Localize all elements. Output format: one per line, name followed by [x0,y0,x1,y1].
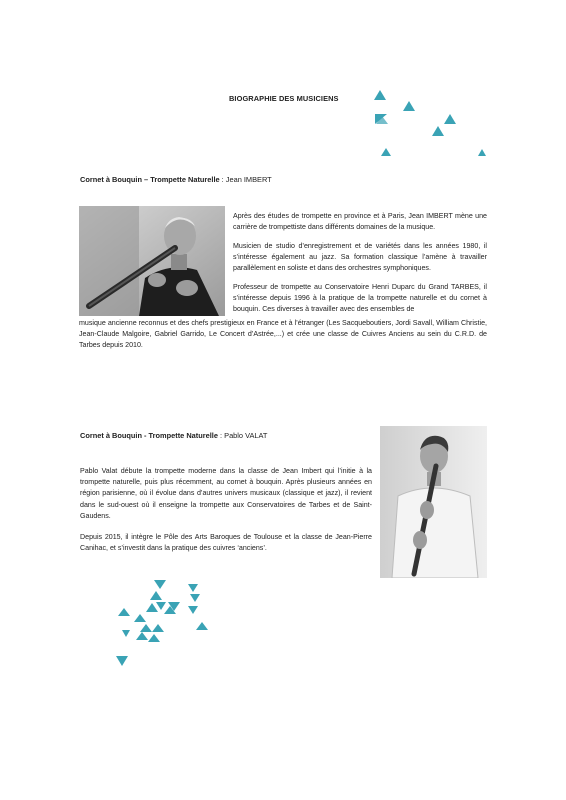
instrument-label: Cornet à Bouquin – Trompette Naturelle [80,175,220,184]
musician-name: Jean IMBERT [225,175,272,184]
bio-paragraph: Musicien de studio d’enregistrement et de variétés dans les années 1980, il s’intéresse également au jazz. Sa formation classique l’amène à travailler parallèlement en soliste et dans des orchestres symphoniques. [233,242,487,273]
bio-paragraph: Pablo Valat débute la trompette moderne dans la classe de Jean Imbert qui l’initie à la trompette naturelle, puis plus récemment, au cornet à bouquin. Après plusieurs années en région parisienne, où il évolue dans d’autres univers musicaux (classique et jazz), il revient dans le sud-ouest où il enseigne la trompette aux Conservatoires de Tarbes et de Saint-Gaudens. [80,467,372,520]
bio-paragraph: Après des études de trompette en province et à Paris, Jean IMBERT mène une carrière de trompettiste dans différents domaines de la musique. [233,212,487,232]
musician-heading-jean-imbert [80,175,272,184]
photo-pablo-valat [380,426,487,578]
portrait-trumpeter-icon [79,206,225,316]
musician-heading-pablo-valat [80,431,267,440]
bio-paragraph: musique ancienne reconnus et des chefs prestigieux en France et à l’étranger (Les Sacqueboutiers, Jordi Savall, William Christie, Jean-Claude Malgoire, Gabriel Garrido, Le Concert d’Astrée,...) et crée une classe de Cuivres Anciens au sein du C.R.D. de Tarbes depuis 2010. [79,319,487,350]
photo-jean-imbert [79,206,225,316]
page-title: BIOGRAPHIE DES MUSICIENS [229,94,339,103]
heading-separator: : [217,431,225,440]
decorative-triangles-bottom [112,578,212,670]
instrument-label: Cornet à Bouquin - Trompette Naturelle [80,431,218,440]
bio-paragraph: Professeur de trompette au Conservatoire Henri Duparc du Grand TARBES, il s’intéresse depuis 1996 à la pratique de la trompette naturelle et du cornet à bouquin. Ces diverses à travailler avec des ensembles de [233,283,487,314]
heading-separator: : [219,175,226,184]
decorative-triangles-top [370,86,490,160]
bio-paragraph: Depuis 2015, il intègre le Pôle des Arts Baroques de Toulouse et la classe de Jean-Pierre Canihac, et s’investit dans la pratique des cuivres ‘anciens’. [80,533,372,553]
portrait-cornettist-icon [380,426,487,578]
musician-name: Pablo VALAT [224,431,268,440]
